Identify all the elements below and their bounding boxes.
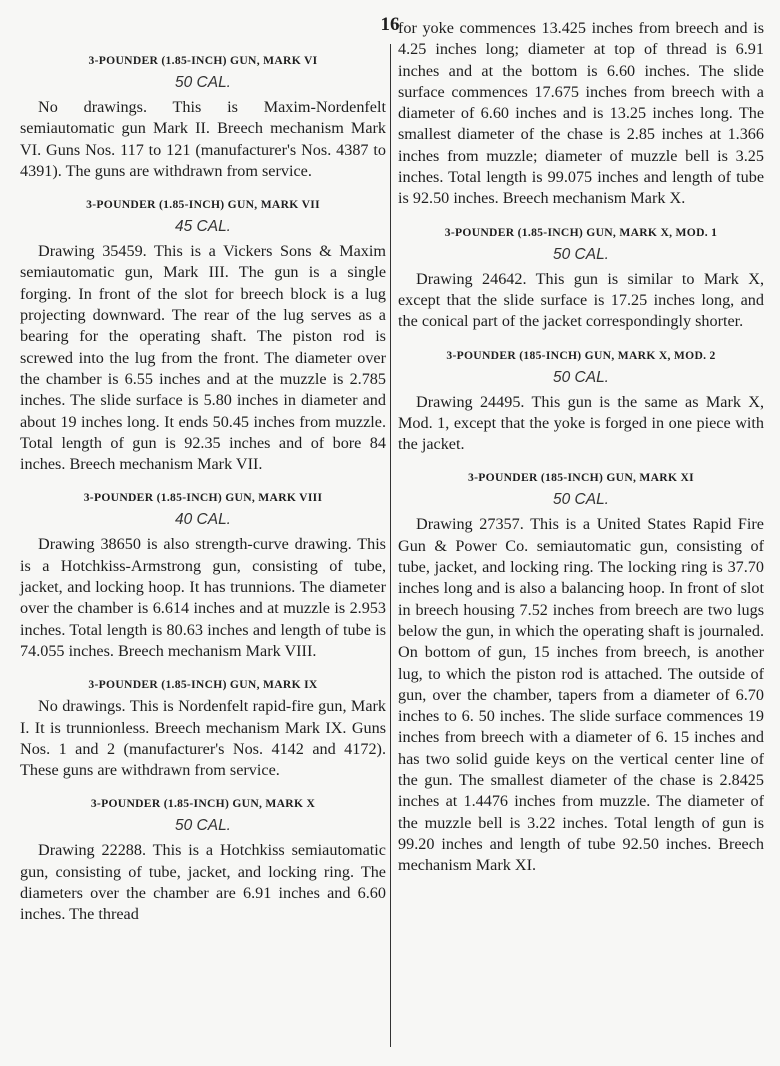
section-heading: 3-POUNDER (1.85-INCH) GUN, MARK X, MOD. 1 bbox=[444, 225, 718, 239]
column-divider bbox=[390, 44, 391, 1047]
section-caliber: 50 CAL. bbox=[552, 368, 609, 386]
section-mark-viii bbox=[20, 487, 386, 662]
section-text: Drawing 38650 is also strength-curve drawing. This is a Hotchkiss-Armstrong gun, consisting of tube, jacket, and locking hoop. It has trunnions. The diameter over the chamber is 6.614 inches and at muzzle is 2.953 inches. Total length is 80.63 inches and length of tube is 74.055 inches. Breech mechanism Mark VIII. bbox=[20, 535, 386, 660]
right-column bbox=[398, 18, 764, 889]
section-caliber: 40 CAL. bbox=[174, 511, 231, 529]
section-heading: 3-POUNDER (185-INCH) GUN, MARK XI bbox=[468, 471, 694, 485]
section-text: Drawing 24495. This gun is the same as Mark X, Mod. 1, except that the yoke is forged in one piece with the jacket. bbox=[398, 392, 764, 454]
section-mark-xi bbox=[398, 467, 764, 876]
section-heading: 3-POUNDER (185-INCH) GUN, MARK X, MOD. 2 bbox=[446, 348, 716, 362]
section-caliber: 50 CAL. bbox=[552, 491, 609, 509]
section-caliber: 50 CAL. bbox=[174, 74, 231, 91]
section-heading: 3-POUNDER (1.85-INCH) GUN, MARK X bbox=[90, 797, 316, 811]
section-caliber: 50 CAL. bbox=[552, 245, 609, 263]
section-caliber: 50 CAL. bbox=[174, 817, 231, 835]
section-heading: 3-POUNDER (1.85-INCH) GUN, MARK VI bbox=[88, 54, 318, 67]
section-mark-ix bbox=[20, 674, 386, 781]
section-text: Drawing 22288. This is a Hotchkiss semiautomatic gun, consisting of tube, jacket, and locking ring. The diameters over the chamber are 6.91 inches and 6.60 inches. The thread bbox=[20, 841, 386, 924]
section-heading: 3-POUNDER (1.85-INCH) GUN, MARK IX bbox=[88, 678, 318, 692]
section-mark-x bbox=[20, 793, 386, 925]
section-text: No drawings. This is Maxim-Nordenfelt semiautomatic gun Mark II. Breech mechanism Mark VI. Guns Nos. 117 to 121 (manufacturer's Nos. 4387 to 4391). The guns are withdrawn from service. bbox=[20, 98, 386, 180]
page-number: 16 bbox=[380, 14, 400, 35]
section-mark-x-mod-1 bbox=[398, 222, 764, 333]
section-heading: 3-POUNDER (1.85-INCH) GUN, MARK VII bbox=[86, 198, 320, 212]
section-mark-vii bbox=[20, 194, 386, 475]
section-text: Drawing 35459. This is a Vickers Sons & Maxim semiautomatic gun, Mark III. The gun is a single forging. In front of the slot for breech block is a lug projecting downward. The rear of the lug serves as a bearing for the operating shaft. The piston rod is screwed into the lug from the front. The diameter over the chamber is 6.55 inches and at the muzzle is 2.785 inches. The slide surface is 5.80 inches in diameter and about 19 inches long. It ends 50.45 inches from muzzle. Total length of gun is 92.35 inches and of bore 84 inches. Breech mechanism Mark VII. bbox=[20, 242, 386, 474]
section-text: No drawings. This is Nordenfelt rapid-fire gun, Mark I. It is trunnionless. Breech mechanism Mark IX. Guns Nos. 1 and 2 (manufacturer's Nos. 4142 and 4172). These guns are withdrawn from service. bbox=[20, 697, 386, 780]
section-text: Drawing 27357. This is a United States Rapid Fire Gun & Power Co. semiautomatic gun, consisting of tube, jacket, and locking ring. The locking ring is 37.70 inches long and is also a balancing hoop. In front of slot in breech housing 7.52 inches from breech are two lugs below the gun, in which the operating shaft is journaled. On bottom of gun, 15 inches from breech, is another lug, to which the piston rod is attached. The outside of gun, over the chamber, tapers from a diameter of 6.70 inches to 6. 50 inches. The slide surface commences 19 inches from breech with a diameter of 6. 15 inches and has two solid guide keys on the vertical center line of the gun. The smallest diameter of the chase is 2.8425 inches at 1.4476 inches from muzzle. The diameter of the muzzle bell is 3.22 inches. Total length of gun is 99.20 inches and length of tube 92.50 inches. Breech mechanism Mark XI. bbox=[398, 515, 764, 875]
section-heading: 3-POUNDER (1.85-INCH) GUN, MARK VIII bbox=[83, 491, 323, 505]
left-column bbox=[20, 50, 386, 938]
section-mark-vi bbox=[20, 50, 386, 182]
section-text: Drawing 24642. This gun is similar to Mark X, except that the slide surface is 17.25 inches long, and the conical part of the jacket correspondingly shorter. bbox=[398, 269, 764, 331]
section-caliber: 45 CAL. bbox=[174, 218, 231, 236]
continuation-text: for yoke commences 13.425 inches from breech and is 4.25 inches long; diameter at top of thread is 6.91 inches and at the bottom is 6.60 inches. The slide surface commences 17.675 inches from breech with a diameter of 6.60 inches and is 13.25 inches long. The smallest diameter of the chase is 2.85 inches at 1.366 inches from muzzle; diameter of muzzle bell is 3.25 inches. Total length is 99.075 inches and length of tube is 92.50 inches. Breech mechanism Mark X. bbox=[398, 19, 764, 208]
section-mark-x-mod-2 bbox=[398, 345, 764, 456]
